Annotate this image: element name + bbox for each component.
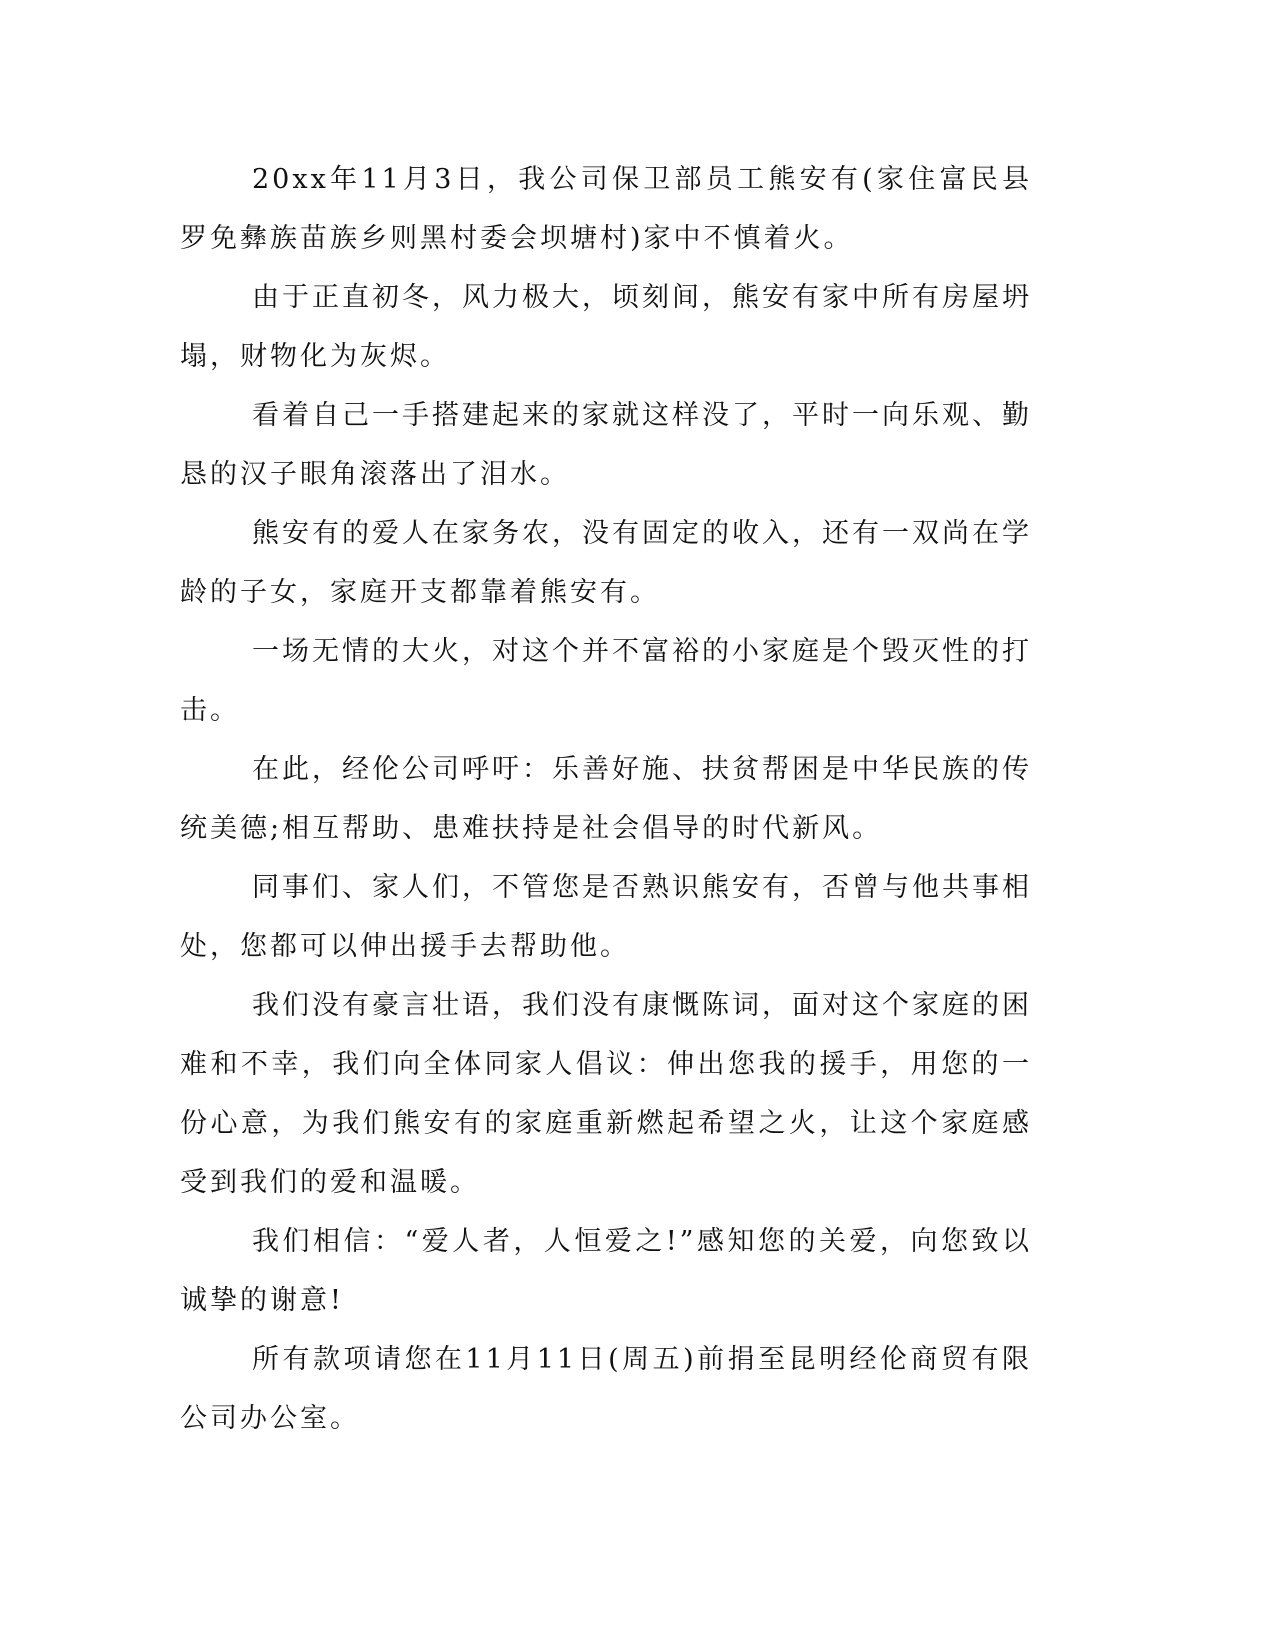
document-body	[180, 150, 1032, 1448]
paragraph-devastating-blow: 一场无情的大火，对这个并不富裕的小家庭是个毁灭性的打击。	[180, 636, 1032, 726]
paragraph-family-situation: 熊安有的爱人在家务农，没有固定的收入，还有一双尚在学龄的子女，家庭开支都靠着熊安有。	[180, 518, 1032, 608]
paragraph-fire-incident: 20xx年11月3日，我公司保卫部员工熊安有(家住富民县罗免彝族苗族乡则黑村委会坝塘村)家中不慎着火。	[180, 164, 1032, 254]
paragraph-colleagues-help: 同事们、家人们，不管您是否熟识熊安有，否曾与他共事相处，您都可以伸出援手去帮助他。	[180, 872, 1032, 962]
paragraph-proposal: 我们没有豪言壮语，我们没有康慨陈词，面对这个家庭的困难和不幸，我们向全体同家人倡议：伸出您我的援手，用您的一份心意，为我们熊安有的家庭重新燃起希望之火，让这个家庭感受到我们的爱和温暖。	[180, 990, 1032, 1198]
paragraph-donation-deadline: 所有款项请您在11月11日(周五)前捐至昆明经伦商贸有限公司办公室。	[180, 1344, 1032, 1434]
paragraph-house-collapse: 由于正直初冬，风力极大，顷刻间，熊安有家中所有房屋坍塌，财物化为灰烬。	[180, 282, 1032, 372]
paragraph-tears: 看着自己一手搭建起来的家就这样没了，平时一向乐观、勤恳的汉子眼角滚落出了泪水。	[180, 400, 1032, 490]
paragraph-thanks: 我们相信：“爱人者，人恒爱之!”感知您的关爱，向您致以诚挚的谢意!	[180, 1226, 1032, 1316]
paragraph-company-appeal: 在此，经伦公司呼吁：乐善好施、扶贫帮困是中华民族的传统美德;相互帮助、患难扶持是社会倡导的时代新风。	[180, 754, 1032, 844]
